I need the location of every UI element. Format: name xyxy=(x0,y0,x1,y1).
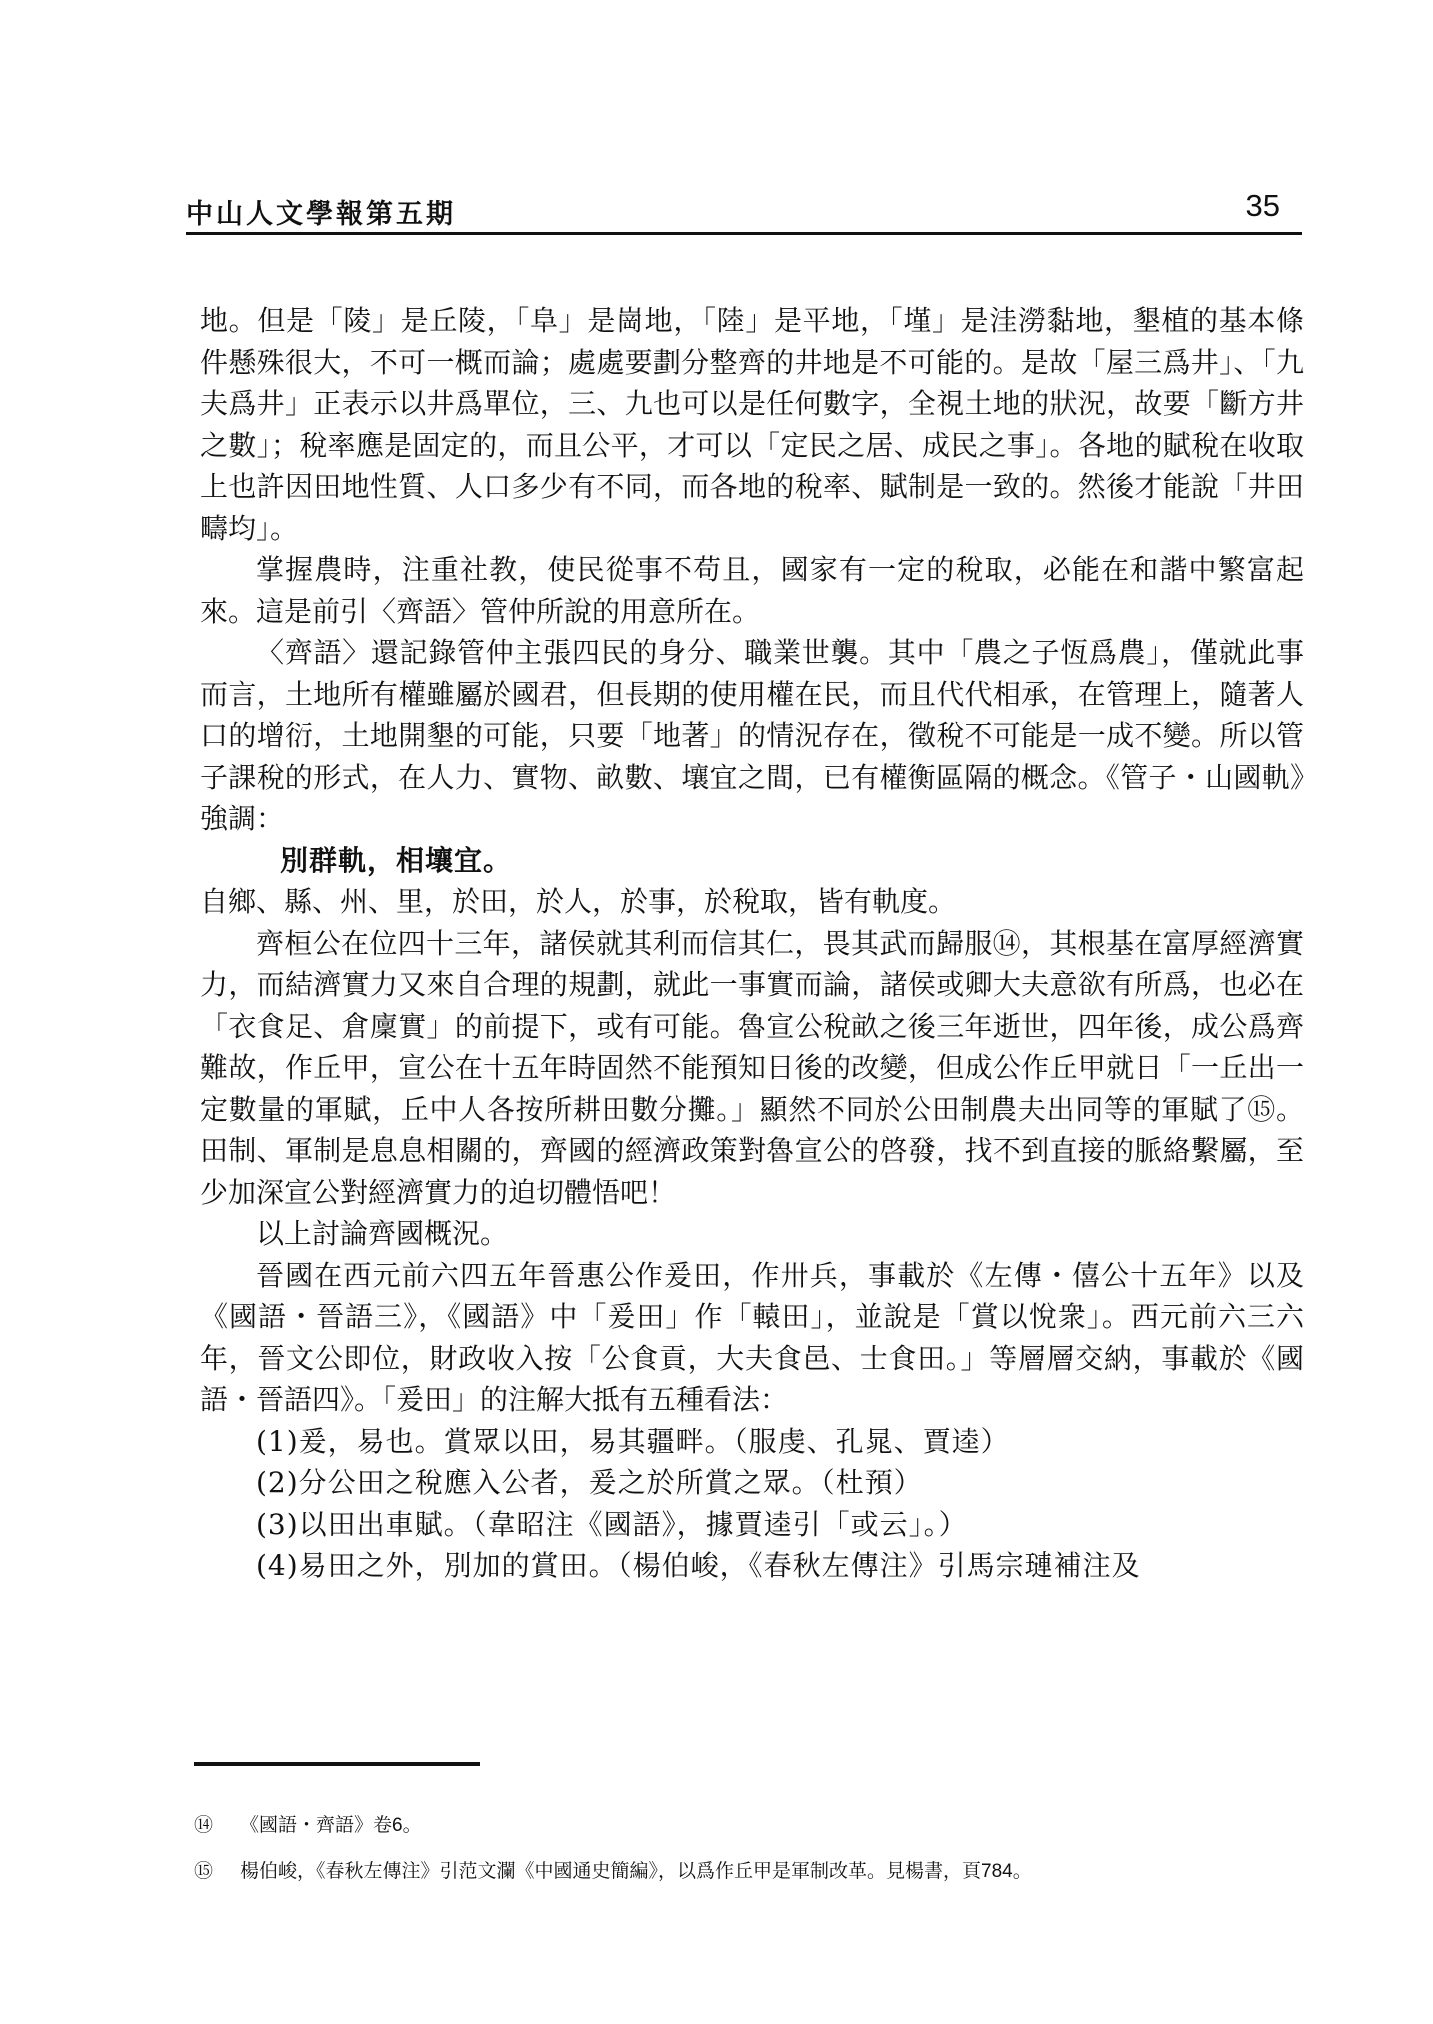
body-text xyxy=(200,300,1304,1587)
list-item: (2)分公田之稅應入公者，爰之於所賞之眾。（杜預） xyxy=(256,1466,923,1499)
footnote xyxy=(194,1856,1304,1902)
paragraph: 齊桓公在位四十三年，諸侯就其利而信其仁，畏其武而歸服⑭，其根基在富厚經濟實力，而結濟實力又來自合理的規劃，就此一事實而論，諸侯或卿大夫意欲有所爲，也必在「衣食足、倉廩實」的前提下，或有可能。魯宣公稅畝之後三年逝世，四年後，成公爲齊難故，作丘甲，宣公在十五年時固然不能預知日後的改變，但成公作丘甲就日「一丘出一定數量的軍賦，丘中人各按所耕田數分攤。」顯然不同於公田制農夫出同等的軍賦了⑮。田制、軍制是息息相關的，齊國的經濟政策對魯宣公的啓發，找不到直接的脈絡繫屬，至少加深宣公對經濟實力的迫切體悟吧！ xyxy=(200,926,1304,1209)
list-item: (3)以田出車賦。（韋昭注《國語》，據賈逵引「或云」。） xyxy=(256,1507,968,1541)
paragraph: 地。但是「陵」是丘陵，「阜」是崗地，「陸」是平地，「墐」是洼澇黏地，墾植的基本條件懸殊很大，不可一概而論；處處要劃分整齊的井地是不可能的。是故「屋三爲井」、「九夫爲井」正表示以井爲單位，三、九也可以是任何數字，全視土地的狀況，故要「斷方井之數」；稅率應是固定的，而且公平，才可以「定民之居、成民之事」。各地的賦稅在收取上也許因田地性質、人口多少有不同，而各地的稅率、賦制是一致的。然後才能說「井田疇均」。 xyxy=(200,304,1304,545)
running-header xyxy=(186,188,1302,238)
paragraph: 掌握農時，注重社教，使民從事不苟且，國家有一定的稅取，必能在和諧中繁富起來。這是前引〈齊語〉管仲所說的用意所在。 xyxy=(200,553,1304,628)
footnote-text: 《國語・齊語》卷6。 xyxy=(240,1815,422,1836)
footnote-text: 楊伯峻，《春秋左傳注》引范文瀾《中國通史簡編》，以爲作丘甲是軍制改革。見楊書，頁784。 xyxy=(240,1861,1032,1882)
footnote-mark: ⑭ xyxy=(194,1815,214,1836)
footnote xyxy=(194,1810,1304,1856)
footnote-mark: ⑮ xyxy=(194,1861,214,1882)
paragraph: 自鄉、縣、州、里，於田，於人，於事，於稅取，皆有軌度。 xyxy=(200,885,957,918)
list-item: (4)易田之外，別加的賞田。（楊伯峻，《春秋左傳注》引馬宗璉補注及 xyxy=(256,1549,1141,1582)
paragraph: 〈齊語〉還記錄管仲主張四民的身分、職業世襲。其中「農之子恆爲農」，僅就此事而言，土地所有權雖屬於國君，但長期的使用權在民，而且代代相承，在管理上，隨著人口的增衍，土地開墾的可能，只要「地著」的情況存在，徵稅不可能是一成不變。所以管子課稅的形式，在人力、實物、畝數、壤宜之間，已有權衡區隔的概念。《管子・山國軌》強調： xyxy=(200,636,1304,835)
paragraph: 晉國在西元前六四五年晉惠公作爰田，作卅兵，事載於《左傳・僖公十五年》以及《國語・晉語三》，《國語》中「爰田」作「轅田」，並說是「賞以悅衆」。西元前六三六年，晉文公即位，財政收入按「公食貢，大夫食邑、士食田。」等層層交納，事載於《國語・晉語四》。「爰田」的注解大抵有五種看法： xyxy=(200,1258,1304,1416)
header-rule xyxy=(186,232,1302,235)
footnote-rule xyxy=(194,1762,480,1766)
paragraph: 以上討論齊國概況。 xyxy=(256,1217,509,1250)
block-quote: 別群軌，相壤宜。 xyxy=(280,843,513,877)
list-item: (1)爰，易也。賞眾以田，易其疆畔。（服虔、孔晁、賈逵） xyxy=(256,1424,1010,1458)
page-number: 35 xyxy=(1245,188,1280,223)
footnotes xyxy=(194,1810,1304,1902)
journal-title: 中山人文學報第五期 xyxy=(186,199,456,230)
